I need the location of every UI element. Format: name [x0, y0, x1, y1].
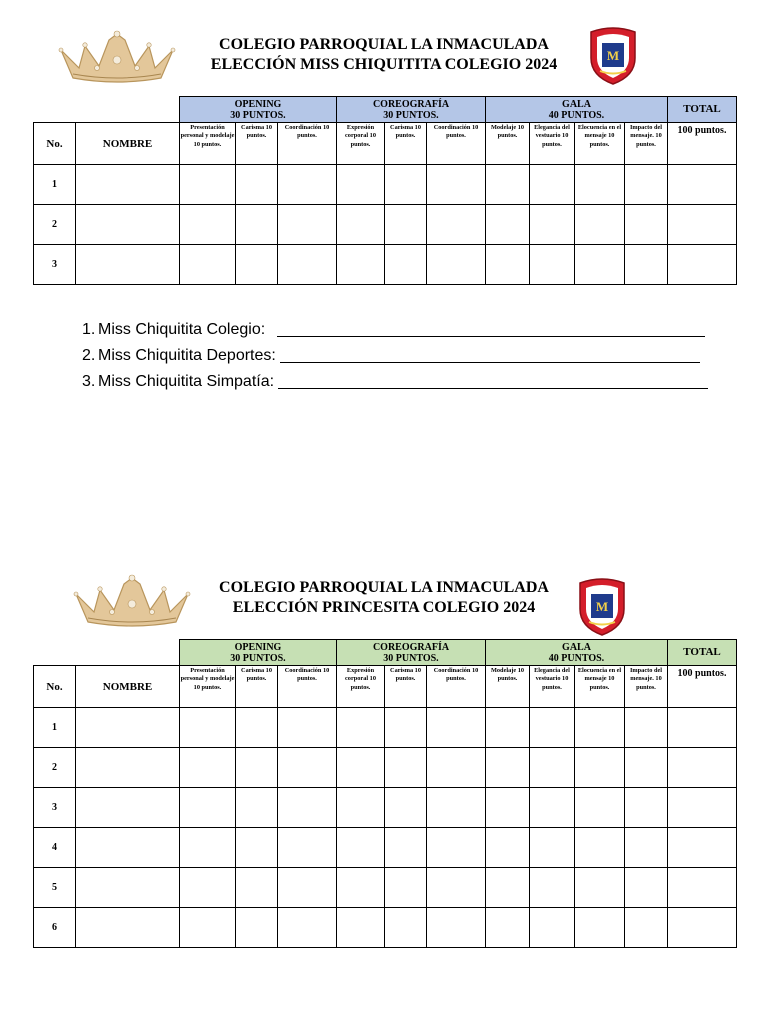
- criterion-header: Expresión corporal 10 puntos.: [337, 666, 385, 708]
- score-cell[interactable]: [278, 748, 337, 788]
- criterion-header: Elocuencia en el mensaje 10 puntos.: [575, 123, 625, 165]
- score-cell[interactable]: [575, 205, 625, 245]
- score-cell[interactable]: [337, 868, 385, 908]
- score-cell[interactable]: [337, 165, 385, 205]
- award-label: Miss Chiquitita Colegio:: [98, 321, 266, 338]
- school-title: COLEGIO PARROQUIAL LA INMACULADA: [219, 36, 549, 53]
- score-cell[interactable]: [385, 868, 427, 908]
- score-cell[interactable]: [236, 245, 278, 285]
- row-number: 5: [34, 868, 76, 908]
- score-cell[interactable]: [625, 165, 668, 205]
- score-cell[interactable]: [385, 205, 427, 245]
- score-cell[interactable]: [385, 748, 427, 788]
- score-cell[interactable]: [530, 828, 575, 868]
- criterion-header: Modelaje 10 puntos.: [486, 123, 530, 165]
- score-cell[interactable]: [625, 788, 668, 828]
- criterion-header: Impacto del mensaje. 10 puntos.: [625, 666, 668, 708]
- score-cell[interactable]: [180, 868, 236, 908]
- row-number: 2: [34, 748, 76, 788]
- score-cell[interactable]: [180, 788, 236, 828]
- score-cell[interactable]: [427, 908, 486, 948]
- name-cell[interactable]: [76, 788, 180, 828]
- score-cell[interactable]: [486, 748, 530, 788]
- criterion-header: Impacto del mensaje. 10 puntos.: [625, 123, 668, 165]
- col-name-header: NOMBRE: [76, 123, 180, 165]
- score-rows: [34, 165, 737, 285]
- criterion-header: Carisma 10 puntos.: [385, 123, 427, 165]
- table-row: [34, 828, 737, 868]
- row-number: 3: [34, 788, 76, 828]
- score-cell[interactable]: [278, 708, 337, 748]
- table-row: [34, 205, 737, 245]
- award-label: Miss Chiquitita Deportes:: [98, 347, 276, 364]
- event-title: ELECCIÓN PRINCESITA COLEGIO 2024: [232, 599, 536, 616]
- score-cell[interactable]: [337, 788, 385, 828]
- score-cell[interactable]: [180, 165, 236, 205]
- score-cell[interactable]: [486, 165, 530, 205]
- criterion-header: Coordinación 10 puntos.: [427, 123, 486, 165]
- event-title: ELECCIÓN MISS CHIQUITITA COLEGIO 2024: [210, 56, 558, 73]
- name-cell[interactable]: [76, 165, 180, 205]
- total-cell[interactable]: [668, 828, 737, 868]
- score-cell[interactable]: [575, 828, 625, 868]
- score-cell[interactable]: [236, 205, 278, 245]
- award-item: [82, 347, 708, 373]
- score-cell[interactable]: [486, 788, 530, 828]
- criterion-header: Elegancia del vestuario 10 puntos.: [530, 666, 575, 708]
- score-cell[interactable]: [427, 708, 486, 748]
- row-number: 6: [34, 908, 76, 948]
- score-cell[interactable]: [337, 748, 385, 788]
- group-header-coreografia: COREOGRAFÍA 30 PUNTOS.: [337, 640, 486, 666]
- table-row: [34, 748, 737, 788]
- total-cell[interactable]: [668, 868, 737, 908]
- name-cell[interactable]: [76, 828, 180, 868]
- table-row: [34, 908, 737, 948]
- name-cell[interactable]: [76, 205, 180, 245]
- row-number: 1: [34, 708, 76, 748]
- table-row: [34, 868, 737, 908]
- score-cell[interactable]: [575, 708, 625, 748]
- row-number: 2: [34, 205, 76, 245]
- score-cell[interactable]: [337, 708, 385, 748]
- group-header-coreografia: COREOGRAFÍA 30 PUNTOS.: [337, 97, 486, 123]
- criterion-header: Expresión corporal 10 puntos.: [337, 123, 385, 165]
- svg-text:M: M: [595, 599, 609, 614]
- table-row: [34, 788, 737, 828]
- score-cell[interactable]: [278, 788, 337, 828]
- total-points-header: 100 puntos.: [668, 666, 737, 708]
- total-cell[interactable]: [668, 748, 737, 788]
- score-cell[interactable]: [278, 908, 337, 948]
- total-cell[interactable]: [668, 908, 737, 948]
- name-cell[interactable]: [76, 868, 180, 908]
- group-header-opening: OPENING 30 PUNTOS.: [180, 640, 337, 666]
- score-cell[interactable]: [575, 748, 625, 788]
- score-cell[interactable]: [625, 748, 668, 788]
- award-answer-line[interactable]: [278, 373, 708, 389]
- criterion-header: Carisma 10 puntos.: [385, 666, 427, 708]
- total-cell[interactable]: [668, 165, 737, 205]
- score-cell[interactable]: [530, 788, 575, 828]
- score-cell[interactable]: [236, 908, 278, 948]
- row-number: 4: [34, 828, 76, 868]
- score-cell[interactable]: [385, 788, 427, 828]
- criterion-header: Coordinación 10 puntos.: [278, 666, 337, 708]
- award-number: 3.: [82, 373, 96, 390]
- score-cell[interactable]: [385, 908, 427, 948]
- score-cell[interactable]: [530, 868, 575, 908]
- score-cell[interactable]: [180, 908, 236, 948]
- score-cell[interactable]: [427, 828, 486, 868]
- total-points-header: 100 puntos.: [668, 123, 737, 165]
- score-cell[interactable]: [530, 908, 575, 948]
- score-table-2: [33, 639, 737, 948]
- score-cell[interactable]: [625, 828, 668, 868]
- score-cell[interactable]: [486, 205, 530, 245]
- score-cell[interactable]: [337, 828, 385, 868]
- group-header-gala: GALA 40 PUNTOS.: [486, 640, 668, 666]
- name-cell[interactable]: [76, 245, 180, 285]
- score-cell[interactable]: [385, 708, 427, 748]
- score-cell[interactable]: [337, 205, 385, 245]
- award-answer-line[interactable]: [277, 321, 705, 337]
- score-cell[interactable]: [427, 868, 486, 908]
- score-cell[interactable]: [625, 708, 668, 748]
- table-row: [34, 245, 737, 285]
- score-rows: [34, 708, 737, 948]
- score-cell[interactable]: [278, 868, 337, 908]
- score-cell[interactable]: [530, 205, 575, 245]
- award-number: 1.: [82, 321, 96, 338]
- school-title: COLEGIO PARROQUIAL LA INMACULADA: [219, 579, 549, 596]
- total-cell[interactable]: [668, 788, 737, 828]
- col-name-header: NOMBRE: [76, 666, 180, 708]
- score-cell[interactable]: [427, 165, 486, 205]
- score-cell[interactable]: [530, 165, 575, 205]
- col-number-header: No.: [34, 123, 76, 165]
- name-cell[interactable]: [76, 708, 180, 748]
- score-cell[interactable]: [278, 205, 337, 245]
- score-cell[interactable]: [427, 788, 486, 828]
- criterion-header: Modelaje 10 puntos.: [486, 666, 530, 708]
- score-cell[interactable]: [385, 165, 427, 205]
- score-cell[interactable]: [278, 165, 337, 205]
- score-cell[interactable]: [625, 205, 668, 245]
- score-cell[interactable]: [486, 708, 530, 748]
- score-cell[interactable]: [337, 908, 385, 948]
- table-row: [34, 165, 737, 205]
- score-cell[interactable]: [575, 788, 625, 828]
- score-cell[interactable]: [625, 908, 668, 948]
- total-cell[interactable]: [668, 205, 737, 245]
- score-cell[interactable]: [236, 868, 278, 908]
- total-header: TOTAL: [668, 640, 737, 666]
- score-cell[interactable]: [427, 748, 486, 788]
- score-cell[interactable]: [278, 828, 337, 868]
- score-cell[interactable]: [236, 828, 278, 868]
- score-cell[interactable]: [575, 245, 625, 285]
- award-answer-line[interactable]: [280, 347, 700, 363]
- criterion-header: Coordinación 10 puntos.: [278, 123, 337, 165]
- score-cell[interactable]: [180, 245, 236, 285]
- criterion-header: Presentación personal y modelaje 10 puntos.: [180, 666, 236, 708]
- award-number: 2.: [82, 347, 96, 364]
- total-cell[interactable]: [668, 708, 737, 748]
- score-cell[interactable]: [385, 245, 427, 285]
- score-cell[interactable]: [625, 868, 668, 908]
- score-cell[interactable]: [180, 748, 236, 788]
- score-cell[interactable]: [385, 828, 427, 868]
- score-cell[interactable]: [530, 245, 575, 285]
- row-number: 1: [34, 165, 76, 205]
- score-cell[interactable]: [486, 868, 530, 908]
- award-item: [82, 321, 708, 347]
- table-row: [34, 708, 737, 748]
- score-cell[interactable]: [486, 908, 530, 948]
- criterion-header: Presentación personal y modelaje 10 puntos.: [180, 123, 236, 165]
- group-header-gala: GALA 40 PUNTOS.: [486, 97, 668, 123]
- criterion-header: Elegancia del vestuario 10 puntos.: [530, 123, 575, 165]
- award-item: [82, 373, 708, 399]
- award-label: Miss Chiquitita Simpatía:: [98, 373, 275, 390]
- score-cell[interactable]: [530, 708, 575, 748]
- school-crest-icon: [583, 26, 643, 86]
- svg-text:M: M: [606, 48, 620, 63]
- score-cell[interactable]: [575, 908, 625, 948]
- awards-list: [82, 321, 708, 399]
- score-cell[interactable]: [180, 828, 236, 868]
- score-cell[interactable]: [236, 788, 278, 828]
- group-header-opening: OPENING 30 PUNTOS.: [180, 97, 337, 123]
- criterion-header: Carisma 10 puntos.: [236, 666, 278, 708]
- score-cell[interactable]: [486, 828, 530, 868]
- criterion-header: Coordinación 10 puntos.: [427, 666, 486, 708]
- total-cell[interactable]: [668, 245, 737, 285]
- score-cell[interactable]: [180, 205, 236, 245]
- score-cell[interactable]: [625, 245, 668, 285]
- score-cell[interactable]: [530, 748, 575, 788]
- name-cell[interactable]: [76, 908, 180, 948]
- row-number: 3: [34, 245, 76, 285]
- col-number-header: No.: [34, 666, 76, 708]
- total-header: TOTAL: [668, 97, 737, 123]
- score-cell[interactable]: [486, 245, 530, 285]
- score-cell[interactable]: [575, 868, 625, 908]
- score-cell[interactable]: [427, 245, 486, 285]
- score-cell[interactable]: [278, 245, 337, 285]
- score-cell[interactable]: [337, 245, 385, 285]
- score-cell[interactable]: [236, 165, 278, 205]
- score-cell[interactable]: [236, 708, 278, 748]
- criterion-header: Elocuencia en el mensaje 10 puntos.: [575, 666, 625, 708]
- score-cell[interactable]: [236, 748, 278, 788]
- score-cell[interactable]: [427, 205, 486, 245]
- score-cell[interactable]: [180, 708, 236, 748]
- score-cell[interactable]: [575, 165, 625, 205]
- name-cell[interactable]: [76, 748, 180, 788]
- school-crest-icon: [572, 577, 632, 637]
- criterion-header: Carisma 10 puntos.: [236, 123, 278, 165]
- score-table-1: [33, 96, 737, 285]
